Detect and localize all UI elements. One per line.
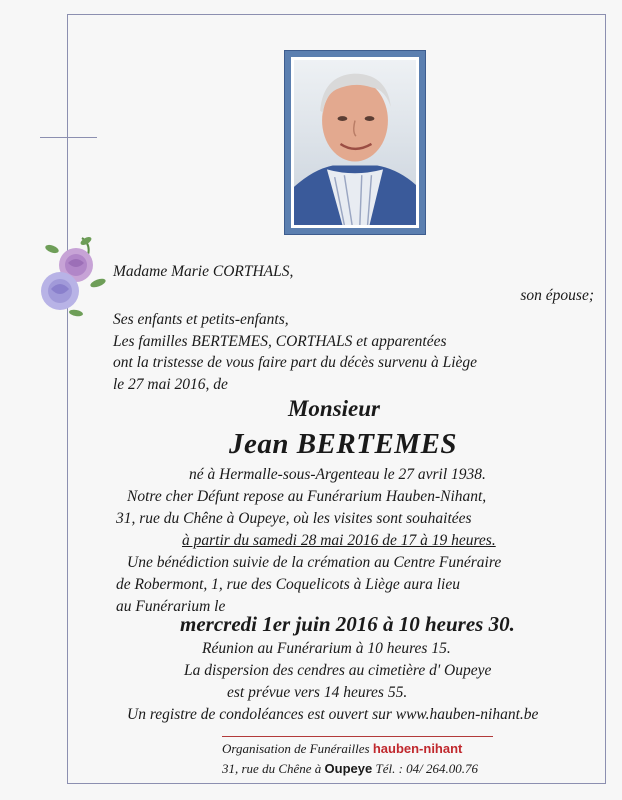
spouse-role: son épouse; xyxy=(520,287,594,304)
visits-line: à partir du samedi 28 mai 2016 de 17 à 19 heures. xyxy=(182,532,496,549)
rest-line: Notre cher Défunt repose au Funérarium Hauben-Nihant, xyxy=(127,488,487,505)
ashes-line-2: est prévue vers 14 heures 55. xyxy=(227,684,408,701)
footer-organisation xyxy=(222,741,462,757)
meeting-line: Réunion au Funérarium à 10 heures 15. xyxy=(202,640,451,657)
registry-line: Un registre de condoléances est ouvert sur www.hauben-nihant.be xyxy=(127,706,539,723)
family-line: le 27 mai 2016, de xyxy=(113,375,228,393)
blessing-line-2: de Robermont, 1, rue des Coquelicots à Liège aura lieu xyxy=(116,576,460,593)
footer-divider xyxy=(222,736,493,737)
footer-org-label: Organisation de Funérailles xyxy=(222,741,370,756)
cross-crossbar xyxy=(40,137,97,138)
family-line: ont la tristesse de vous faire part du décès survenu à Liège xyxy=(113,354,478,371)
address-line: 31, rue du Chêne à Oupeye, où les visites sont souhaitées xyxy=(116,510,472,527)
footer-town: Oupeye xyxy=(324,761,373,776)
brand-logo: hauben-nihant xyxy=(372,741,463,756)
footer-address xyxy=(222,761,478,777)
ceremony-date: mercredi 1er juin 2016 à 10 heures 30. xyxy=(180,612,515,636)
family-announcement xyxy=(113,310,477,396)
deceased-title: Monsieur xyxy=(287,396,381,421)
portrait-photo xyxy=(284,50,426,235)
family-line: Les familles BERTEMES, CORTHALS et apparentées xyxy=(113,332,447,350)
family-line: Ses enfants et petits-enfants, xyxy=(113,311,289,328)
spouse-name: Madame Marie CORTHALS, xyxy=(113,263,294,280)
ashes-line-1: La dispersion des cendres au cimetière d' Oupeye xyxy=(184,662,492,679)
portrait-image xyxy=(294,60,416,225)
blessing-line-3: au Funérarium le xyxy=(116,598,226,615)
roses-illustration xyxy=(32,233,108,318)
footer-phone: Tél. : 04/ 264.00.76 xyxy=(375,761,479,776)
birth-line: né à Hermalle-sous-Argenteau le 27 avril 1938. xyxy=(189,466,486,483)
blessing-line-1: Une bénédiction suivie de la crémation au Centre Funéraire xyxy=(127,554,502,571)
deceased-name: Jean BERTEMES xyxy=(228,428,458,460)
footer-address-prefix: 31, rue du Chêne à xyxy=(222,761,322,776)
